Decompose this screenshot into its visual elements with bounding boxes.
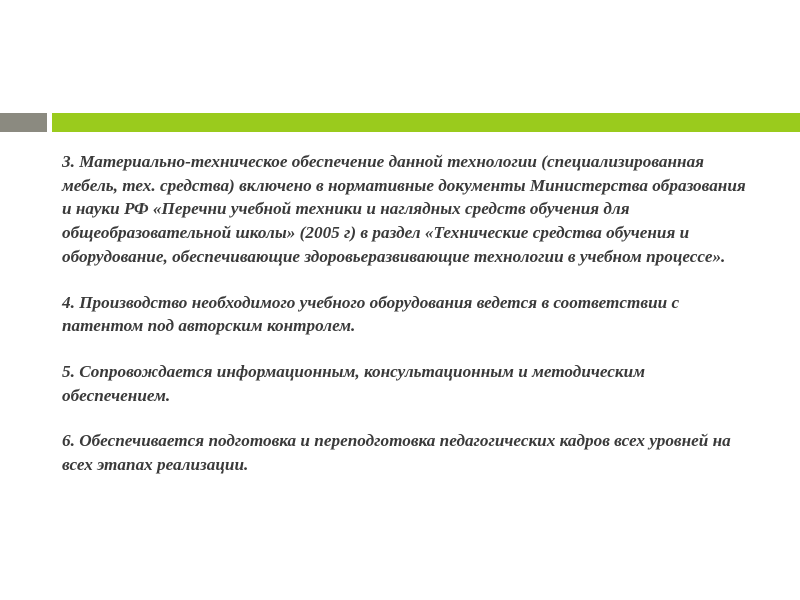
paragraph-3: 3. Материально-техническое обеспечение данной технологии (специализированная мебель, тех. средства) включено в нормативные документы Министерства образования и науки РФ «Перечни учебной техники и наглядных средств обучения для общеобразовательной школы» (2005 г) в раздел «Технические средства обучения и оборудование, обеспечивающие здоровьеразвивающие технологии в учебном процессе». bbox=[62, 152, 746, 266]
paragraph-5: 5. Сопровождается информационным, консультационным и методическим обеспечением. bbox=[62, 361, 645, 405]
paragraph-4: 4. Производство необходимого учебного оборудования ведется в соответствии с патентом под авторским контролем. bbox=[62, 292, 680, 336]
slide-body bbox=[62, 150, 752, 499]
header-bar-green bbox=[52, 113, 800, 132]
header-bar-gray bbox=[0, 113, 47, 132]
paragraph-6: 6. Обеспечивается подготовка и переподготовка педагогических кадров всех уровней на всех этапах реализации. bbox=[62, 431, 731, 475]
